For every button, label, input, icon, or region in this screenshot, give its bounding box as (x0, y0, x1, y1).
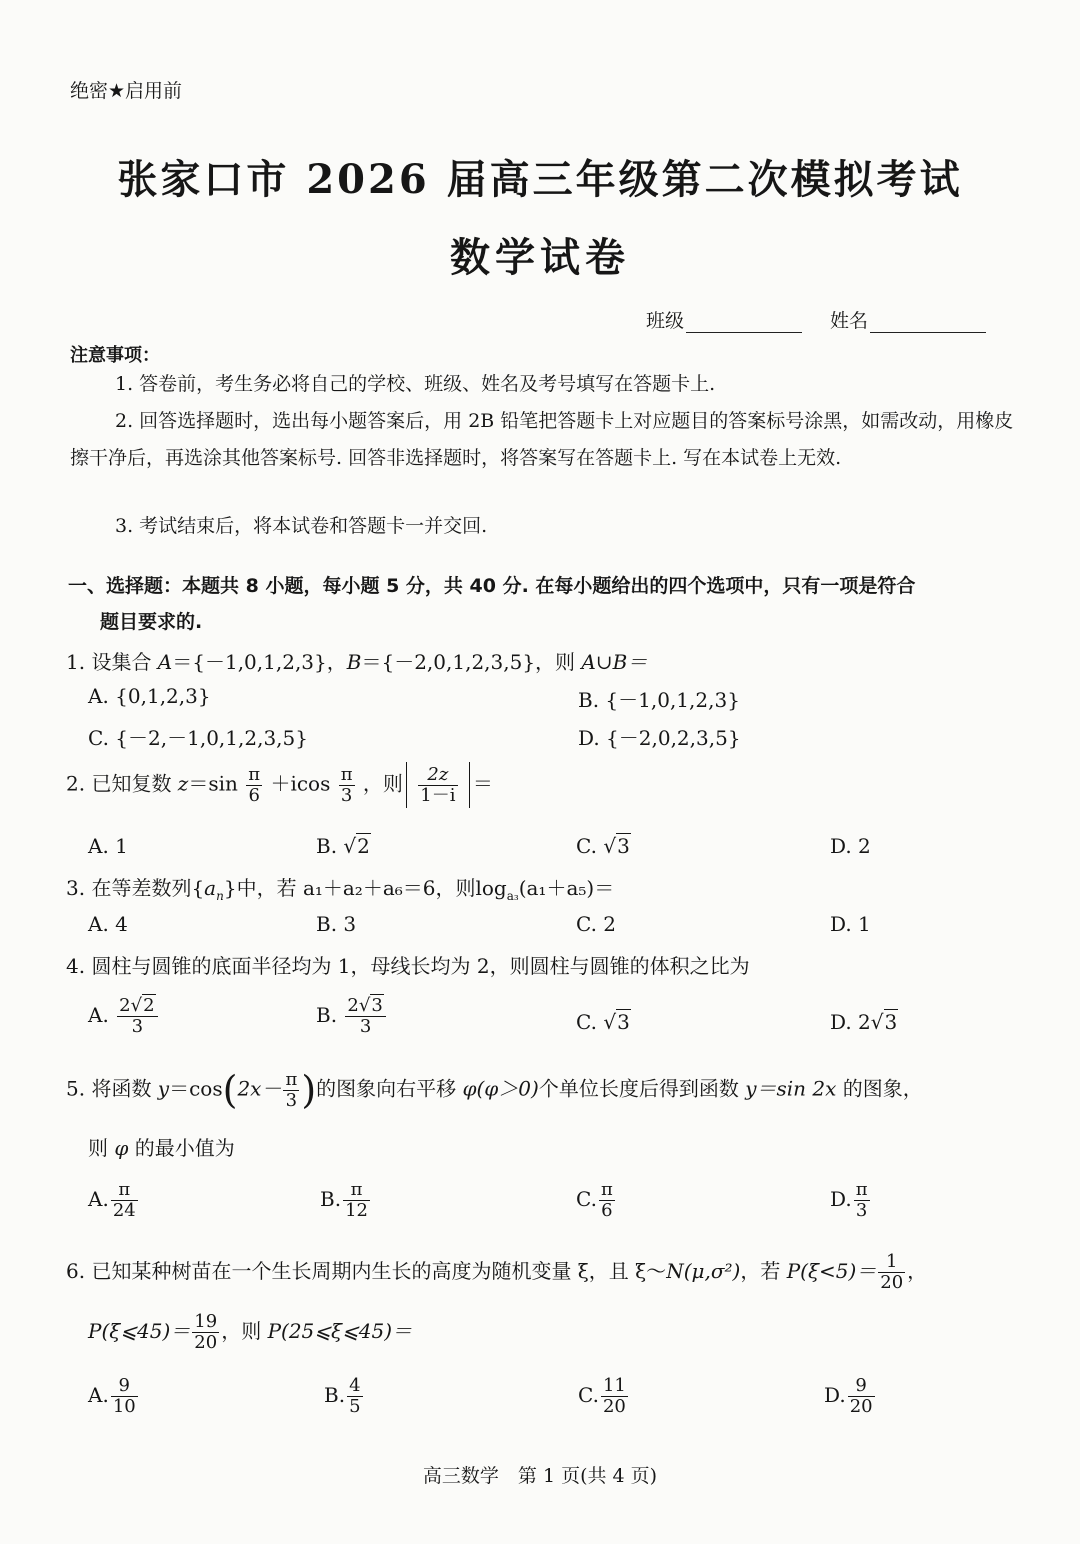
fraction-pi-3: $\frac{\pi}{3}$ (340, 763, 353, 806)
question-6-option-a: A. $\frac{9}{10}$ (88, 1375, 136, 1417)
notice-heading: 注意事项： (70, 345, 160, 366)
confidential-mark: 绝密★启用前 (70, 80, 183, 102)
question-3-option-a: A. 4 (88, 912, 128, 936)
question-2-option-b: B. √2 (316, 834, 370, 858)
question-2-option-a: A. 1 (88, 834, 128, 858)
fraction-2z-over-1-minus-i: $\frac{2z}{1-i}$ (420, 763, 456, 806)
question-4-option-c: C. √3 (576, 1010, 630, 1034)
question-6-option-d: D. $\frac{9}{20}$ (824, 1375, 873, 1417)
question-4-option-d: D. 2√3 (830, 1010, 898, 1034)
notice-item-2: 2. 回答选择题时，选出每小题答案后，用 2B 铅笔把答题卡上对应题目的答案标号涂黑，如需改动，用橡皮擦干净后，再选涂其他答案标号. 回答非选择题时，将答案写在答题卡上. 写在本试卷上无效. (70, 410, 1014, 469)
question-5-option-d: D. $\frac{\pi}{3}$ (830, 1179, 868, 1221)
section-heading-line1: 一、选择题：本题共 8 小题，每小题 5 分，共 40 分. 在每小题给出的四个选项中，只有一项是符合 (68, 575, 916, 597)
question-6-option-b: B. $\frac{4}{5}$ (324, 1375, 361, 1417)
question-2-option-c: C. √3 (576, 834, 630, 858)
fraction-pi-6: $\frac{\pi}{6}$ (248, 763, 261, 806)
question-1-option-c: C. {－2,－1,0,1,2,3,5} (88, 726, 308, 750)
question-4-option-b: B. $\frac{2√3}{3}$ (316, 996, 388, 1037)
question-5-stem-line2: 则 φ 的最小值为 (88, 1136, 235, 1160)
section-heading-line2: 题目要求的. (100, 611, 203, 633)
question-2-option-d: D. 2 (830, 834, 871, 858)
page-footer: 高三数学 第 1 页(共 4 页) (422, 1465, 658, 1487)
name-label: 姓名 (830, 310, 869, 332)
exam-subtitle: 数学试卷 (450, 234, 630, 281)
question-5-option-b: B. $\frac{\pi}{12}$ (320, 1179, 368, 1221)
question-2-stem: 2. 已知复数 z＝sin $\frac{\pi}{6}$ ＋icos $\frac{\pi}{3}$ ，则 $\frac{2z}{1-i}$ ＝ (66, 762, 493, 808)
question-6-stem: 6. 已知某种树苗在一个生长周期内生长的高度为随机变量 ξ，且 ξ～N(μ,σ²)，若 P(ξ<5)＝ $\frac{1}{20}$ ， (66, 1251, 928, 1293)
question-1-option-d: D. {－2,0,2,3,5} (578, 726, 741, 750)
exam-title: 张家口市 2026 届高三年级第二次模拟考试 (117, 156, 963, 203)
class-label: 班级 (646, 310, 685, 332)
section-heading (68, 568, 1018, 640)
question-3-option-c: C. 2 (576, 912, 617, 936)
question-1-option-b: B. {－1,0,1,2,3} (578, 688, 740, 712)
class-blank[interactable] (686, 314, 802, 333)
question-4-stem: 4. 圆柱与圆锥的底面半径均为 1，母线长均为 2，则圆柱与圆锥的体积之比为 (66, 954, 750, 978)
notice-item-1: 1. 答卷前，考生务必将自己的学校、班级、姓名及考号填写在答题卡上. (115, 373, 716, 395)
class-field[interactable] (646, 306, 802, 333)
question-3-stem: 3. 在等差数列$\{a_n\}$中，若 a₁＋a₂＋a₆＝6，则$\log_{a_3}(a_1+a_5)=$ (66, 876, 615, 903)
question-5-stem: 5. 将函数 y＝cos(2x－ $\frac{\pi}{3}$ )的图象向右平移 φ(φ＞0)个单位长度后得到函数 y＝sin 2x 的图象， (66, 1068, 923, 1112)
question-1-stem: 1. 设集合 A＝{－1,0,1,2,3}，B＝{－2,0,1,2,3,5}，则 A∪B＝ (66, 650, 648, 674)
question-3-option-d: D. 1 (830, 912, 871, 936)
question-1-option-a: A. {0,1,2,3} (88, 684, 211, 708)
name-field[interactable] (830, 306, 986, 333)
question-3-option-b: B. 3 (316, 912, 357, 936)
question-6-stem-line2: P(ξ⩽45)＝ $\frac{19}{20}$ ，则 P(25⩽ξ⩽45)＝ (88, 1311, 413, 1353)
notice-item-3: 3. 考试结束后，将本试卷和答题卡一并交回. (115, 515, 488, 537)
question-4-option-a: A. $\frac{2√2}{3}$ (88, 996, 160, 1037)
question-6-option-c: C. $\frac{11}{20}$ (578, 1375, 626, 1417)
question-5-option-c: C. $\frac{\pi}{6}$ (576, 1179, 613, 1221)
question-5-option-a: A. $\frac{\pi}{24}$ (88, 1179, 136, 1221)
name-blank[interactable] (870, 314, 986, 333)
